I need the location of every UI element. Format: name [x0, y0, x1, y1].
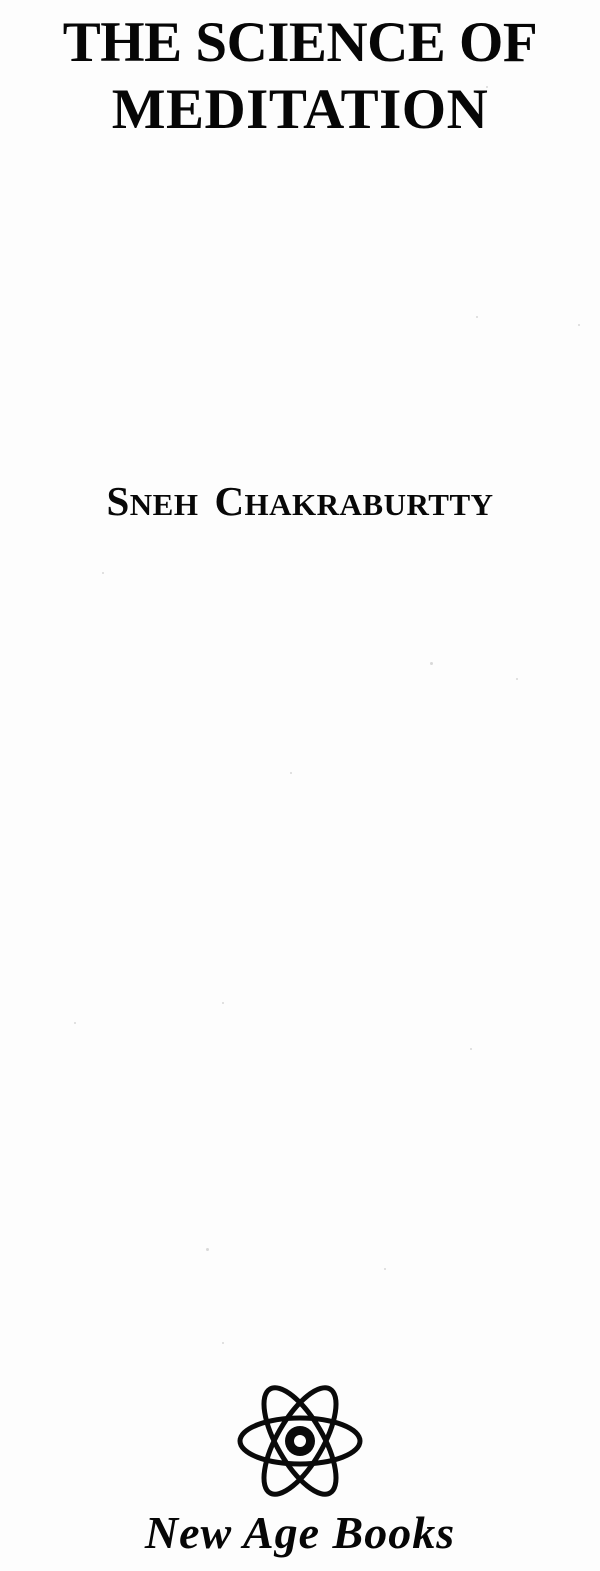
paper-speck — [476, 316, 478, 318]
paper-speck — [290, 772, 292, 774]
paper-speck — [384, 1268, 386, 1270]
paper-speck — [516, 678, 518, 680]
paper-speck — [102, 572, 104, 574]
paper-speck — [206, 1248, 209, 1251]
author-name — [0, 477, 600, 525]
author-last-rest: HAKRABURTTY — [244, 487, 494, 522]
publisher — [0, 1382, 600, 1559]
paper-speck — [578, 324, 580, 326]
paper-speck — [430, 662, 433, 665]
author-last-initial: C — [214, 478, 245, 524]
atom-icon — [0, 1382, 600, 1500]
book-title-line-1: THE SCIENCE OF — [62, 11, 538, 74]
paper-speck — [470, 1048, 472, 1050]
book-title — [0, 10, 600, 143]
paper-speck — [222, 1002, 224, 1004]
author-first-rest: NEH — [129, 487, 199, 522]
book-title-line-2: MEDITATION — [111, 77, 489, 141]
paper-speck — [74, 1022, 76, 1024]
publisher-name: New Age Books — [144, 1507, 456, 1558]
author-name-text — [0, 477, 600, 525]
paper-speck — [222, 1342, 224, 1344]
author-first-initial: S — [106, 478, 130, 524]
